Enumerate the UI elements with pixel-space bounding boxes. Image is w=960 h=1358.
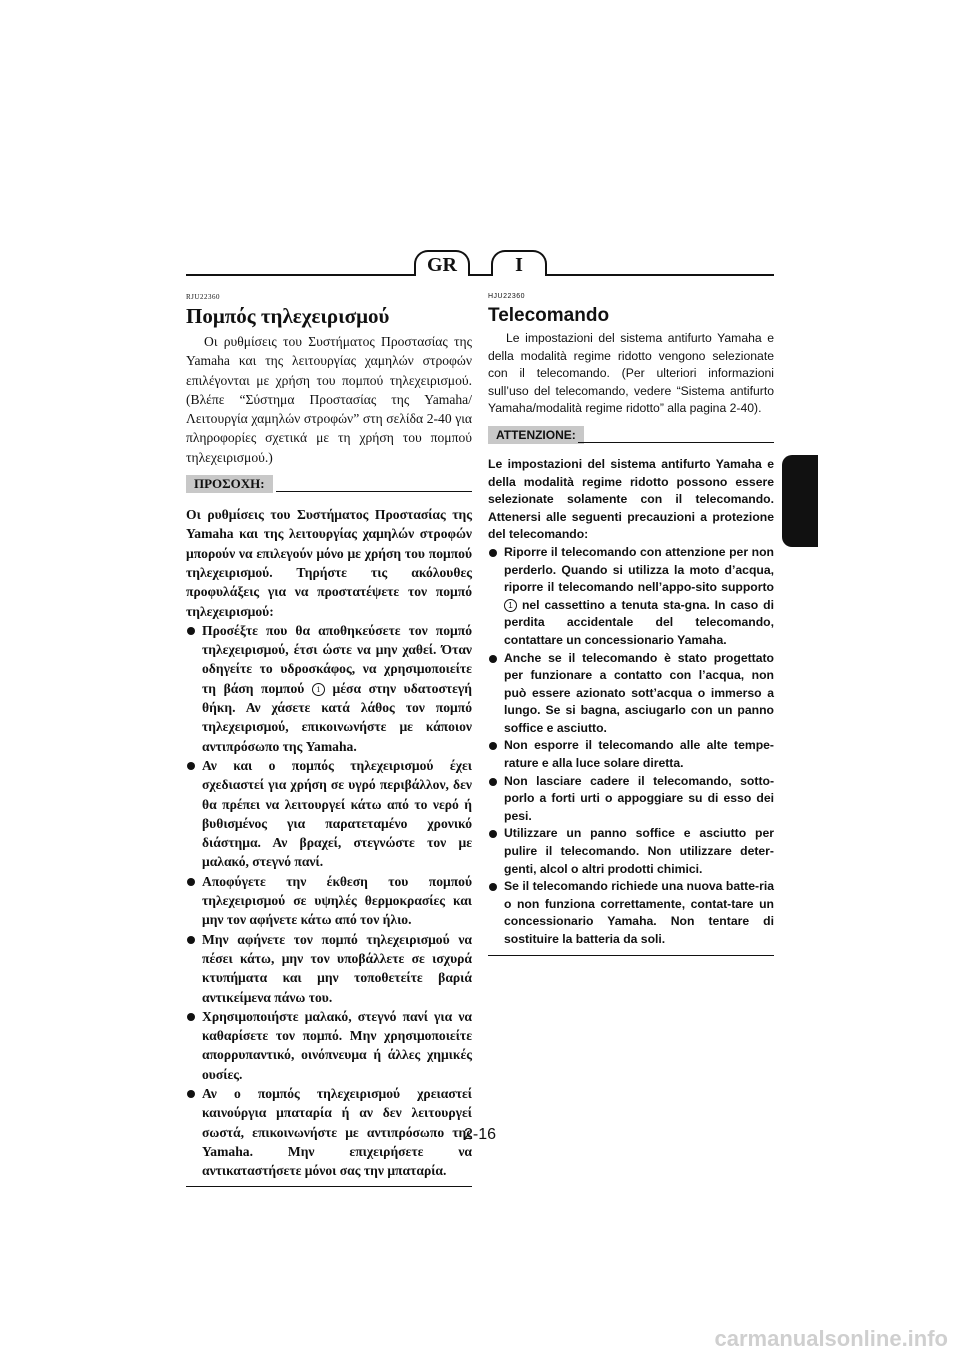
greek-column bbox=[186, 288, 472, 1187]
bullet-text: Μην αφήνετε τον πομπό τηλεχειρισμού να πέσει κάτω, μην τον υποβάλλετε σε ισχυρά κτυπήματα και μην τοποθετείτε βαριά αντικείμενα πάνω του. bbox=[202, 931, 472, 1005]
section-title-italian: Telecomando bbox=[488, 305, 610, 326]
section-title-greek: Πομπός τηλεχειρισμού bbox=[186, 304, 390, 328]
bullet-text: Se il telecomando richiede una nuova batte-ria o non funziona correttamente, contat-tare un concessionario Yamaha. Non tentare di sostituire la batteria da soli. bbox=[504, 879, 774, 946]
caution-label-greek: ΠΡΟΣΟΧΗ: bbox=[186, 475, 273, 493]
bullet-text: Utilizzare un panno soffice e asciutto per pulire il telecomando. Non utilizzare deter-genti, alcol o altri prodotti chimici. bbox=[504, 826, 774, 876]
bullet-text: Αποφύγετε την έκθεση του πομπού τηλεχειρισμού σε υψηλές θερμοκρασίες και μην τον αφήνετε κάτω από τον ήλιο. bbox=[202, 873, 472, 928]
end-rule-greek bbox=[186, 1186, 472, 1187]
caution-list-greek bbox=[186, 621, 472, 1181]
caution-rule-italian bbox=[578, 442, 774, 443]
section-code-greek: RJU22360 bbox=[186, 293, 220, 301]
header-rule bbox=[186, 274, 774, 276]
list-item bbox=[488, 773, 774, 826]
bullet-icon bbox=[187, 878, 195, 886]
bullet-icon bbox=[489, 778, 497, 786]
bullet-text-b: μέσα στην υδατοστεγή θήκη. Αν χάσετε κατά λάθος τον πομπό τηλεχειρισμού, επικοινωνήστε με κάποιον αντιπρόσωπο της Yamaha. bbox=[202, 680, 472, 754]
caution-header-greek bbox=[186, 475, 472, 497]
callout-number: 1 bbox=[504, 599, 517, 612]
bullet-icon bbox=[489, 549, 497, 557]
bullet-text: Αν ο πομπός τηλεχειρισμού χρειαστεί καινούργια μπαταρία ή αν δεν λειτουργεί σωστά, επικοινωνήστε με αντιπρόσωπο της Yamaha. Μην επιχειρήσετε να αντικαταστήσετε μόνοι σας την μπαταρία. bbox=[202, 1085, 472, 1179]
list-item bbox=[488, 737, 774, 772]
bullet-icon bbox=[489, 883, 497, 891]
bullet-icon bbox=[187, 936, 195, 944]
page-number: 2-16 bbox=[463, 1126, 497, 1143]
list-item bbox=[186, 621, 472, 756]
intro-paragraph-greek: Οι ρυθμίσεις του Συστήματος Προστασίας της Yamaha και της λειτουργίας χαμηλών στροφών επιλέγονται με χρήση του πομπού τηλεχειρισμού. (Βλέπε “Σύστημα Προστασίας της Yamaha/Λειτουργία χαμηλών στροφών” στη σελίδα 2-40 για πληροφορίες σχετικά με τη χρήση του πομπού τηλεχειρισμού.) bbox=[186, 334, 472, 465]
bullet-icon bbox=[187, 627, 195, 635]
bullet-icon bbox=[187, 1013, 195, 1021]
bullet-text: Non lasciare cadere il telecomando, sotto-porlo a forti urti o appoggiare su di esso dei pesi. bbox=[504, 773, 774, 823]
list-item bbox=[186, 930, 472, 1007]
end-rule-italian bbox=[488, 955, 774, 956]
list-item bbox=[186, 872, 472, 930]
bullet-icon bbox=[187, 762, 195, 770]
bullet-text: Non esporre il telecomando alle alte tempe-rature e alla luce solare diretta. bbox=[504, 738, 774, 771]
intro-paragraph-italian: Le impostazioni del sistema antifurto Yamaha e della modalità regime ridotto vengono selezionate con il telecomando. (Per ulteriori informazioni sull’uso del telecomando, vedere “Sistema antifurto Yamaha/modalità regime ridotto” alla pagina 2-40). bbox=[488, 331, 774, 416]
language-tab-italian: I bbox=[491, 250, 547, 276]
bullet-text: Anche se il telecomando è stato progettato per funzionare a contatto con l’acqua, non può essere azionato sott’acqua o immerso a lungo. Se si bagna, asciugarlo con un panno soffice e asciutto. bbox=[504, 650, 774, 735]
callout-number: 1 bbox=[312, 683, 325, 696]
list-item bbox=[488, 878, 774, 948]
bullet-icon bbox=[489, 742, 497, 750]
language-tab-greek: GR bbox=[414, 250, 470, 276]
caution-list-italian bbox=[488, 544, 774, 949]
bullet-icon bbox=[489, 655, 497, 663]
bullet-text-b: nel cassettino a tenuta sta-gna. In caso di perdita accidentale del telecomando, contattare un concessionario Yamaha. bbox=[504, 597, 774, 647]
list-item bbox=[186, 756, 472, 872]
section-code-italian: HJU22360 bbox=[488, 293, 526, 300]
list-item bbox=[186, 1007, 472, 1084]
language-header bbox=[186, 250, 774, 278]
caution-rule-greek bbox=[276, 491, 472, 492]
chapter-tab bbox=[782, 455, 818, 547]
bullet-icon bbox=[187, 1090, 195, 1098]
bullet-icon bbox=[489, 830, 497, 838]
caution-label-italian: ATTENZIONE: bbox=[488, 426, 584, 444]
list-item bbox=[488, 650, 774, 738]
list-item bbox=[488, 544, 774, 650]
list-item bbox=[488, 825, 774, 878]
italian-column bbox=[488, 288, 774, 956]
bullet-text-a: Riporre il telecomando con attenzione per non perderlo. Quando si utilizza la moto d’acqua, riporre il telecomando nell’appo-sito supporto bbox=[504, 544, 774, 595]
caution-header-italian bbox=[488, 426, 774, 448]
caution-text-greek: Οι ρυθμίσεις του Συστήματος Προστασίας της Yamaha και της λειτουργίας χαμηλών στροφών μπορούν να επιλεγούν μόνο με χρήση του πομπού τηλεχειρισμού. Τηρήστε τις ακόλουθες προφυλάξεις για να προστατέψετε τον πομπό τηλεχειρισμού: bbox=[186, 507, 472, 619]
bullet-text-a: Προσέξτε που θα αποθηκεύσετε τον πομπό τηλεχειρισμού, έτσι ώστε να μην χαθεί. Όταν οδηγείτε το υδροσκάφος, να χρησιμοποιείτε τη βάση πομπού bbox=[202, 622, 472, 696]
bullet-text: Αν και ο πομπός τηλεχειρισμού έχει σχεδιαστεί για χρήση σε υγρό περιβάλλον, δεν θα πρέπει να λειτουργεί κάτω από το νερό ή βυθισμένος για παρατεταμένο χρονικό διάστημα. Αν βραχεί, στεγνώστε τον με μαλακό, στεγνό πανί. bbox=[202, 757, 472, 870]
watermark: carmanualsonline.info bbox=[714, 1326, 948, 1351]
bullet-text: Χρησιμοποιήστε μαλακό, στεγνό πανί για να καθαρίσετε τον πομπό. Μην χρησιμοποιείτε απορρυπαντικό, οινόπνευμα ή άλλες χημικές ουσίες. bbox=[202, 1008, 472, 1082]
caution-text-italian: Le impostazioni del sistema antifurto Yamaha e della modalità regime ridotto possono essere selezionate solamente con il telecomando. Attenersi alle seguenti precauzioni a protezione del telecomando: bbox=[488, 456, 774, 542]
